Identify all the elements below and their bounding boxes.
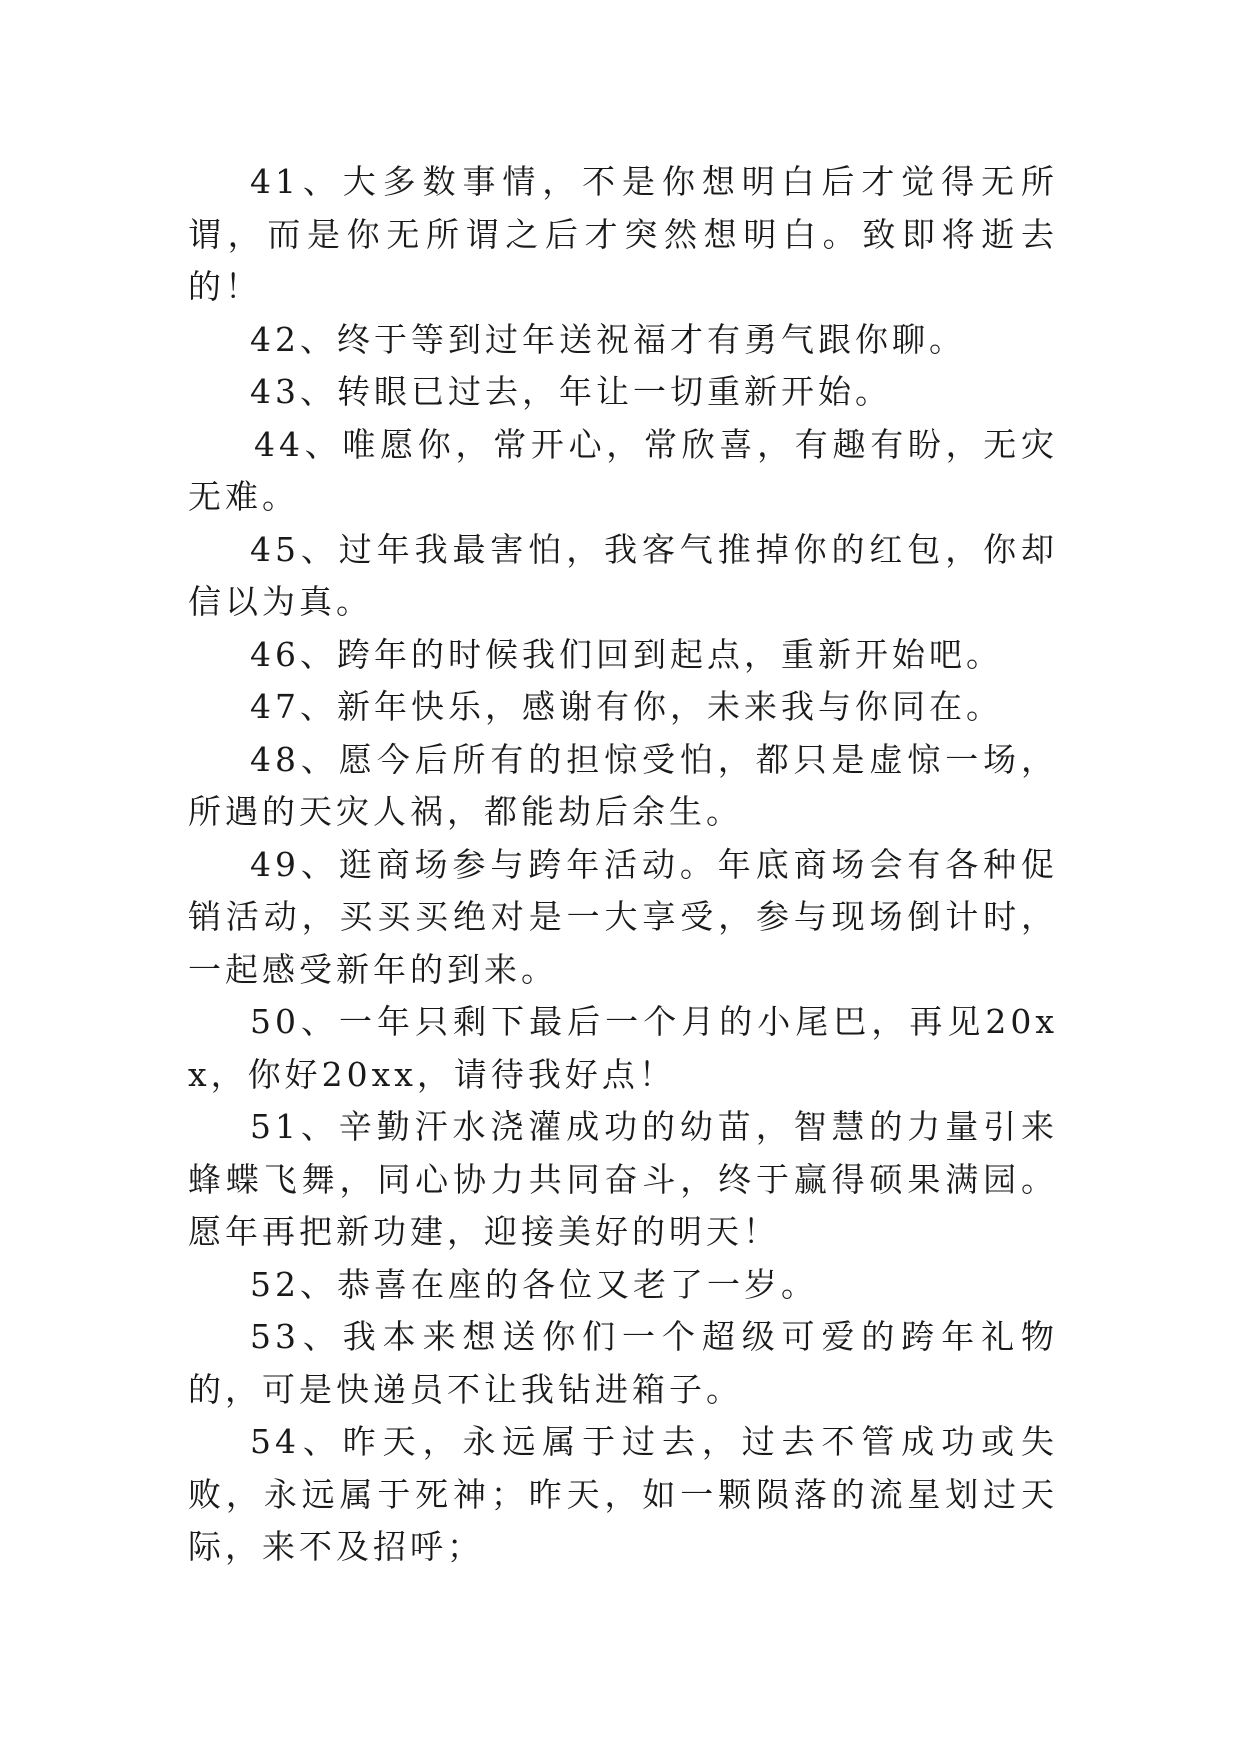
paragraph-53: 53、我本来想送你们一个超级可爱的跨年礼物的，可是快递员不让我钻进箱子。 [188,1317,1058,1409]
document-body [188,156,1058,1574]
paragraph-48: 48、愿今后所有的担惊受怕，都只是虚惊一场，所遇的天灾人祸，都能劫后余生。 [188,739,1058,831]
paragraph-50: 50、一年只剩下最后一个月的小尾巴，再见20xx，你好20xx，请待我好点！ [188,1002,1058,1094]
paragraph-45: 45、过年我最害怕，我客气推掉你的红包，你却信以为真。 [188,529,1058,621]
paragraph-47: 47、新年快乐，感谢有你，未来我与你同在。 [250,687,1003,726]
paragraph-46: 46、跨年的时候我们回到起点，重新开始吧。 [250,634,1003,674]
paragraph-42: 42、终于等到过年送祝福才有勇气跟你聊。 [250,319,966,359]
paragraph-44: 44、唯愿你，常开心，常欣喜，有趣有盼，无灾无难。 [188,424,1058,516]
paragraph-51: 51、辛勤汗水浇灌成功的幼苗，智慧的力量引来蜂蝶飞舞，同心协力共同奋斗，终于赢得硕果满园。愿年再把新功建，迎接美好的明天！ [188,1107,1058,1251]
paragraph-54: 54、昨天，永远属于过去，过去不管成功或失败，永远属于死神；昨天，如一颗陨落的流星划过天际，来不及招呼； [188,1422,1058,1566]
paragraph-52: 52、恭喜在座的各位又老了一岁。 [250,1264,818,1304]
paragraph-43: 43、转眼已过去，年让一切重新开始。 [250,372,892,411]
paragraph-49: 49、逛商场参与跨年活动。年底商场会有各种促销活动，买买买绝对是一大享受，参与现场倒计时，一起感受新年的到来。 [188,844,1058,989]
paragraph-41: 41、大多数事情，不是你想明白后才觉得无所谓，而是你无所谓之后才突然想明白。致即将逝去的！ [188,162,1058,306]
